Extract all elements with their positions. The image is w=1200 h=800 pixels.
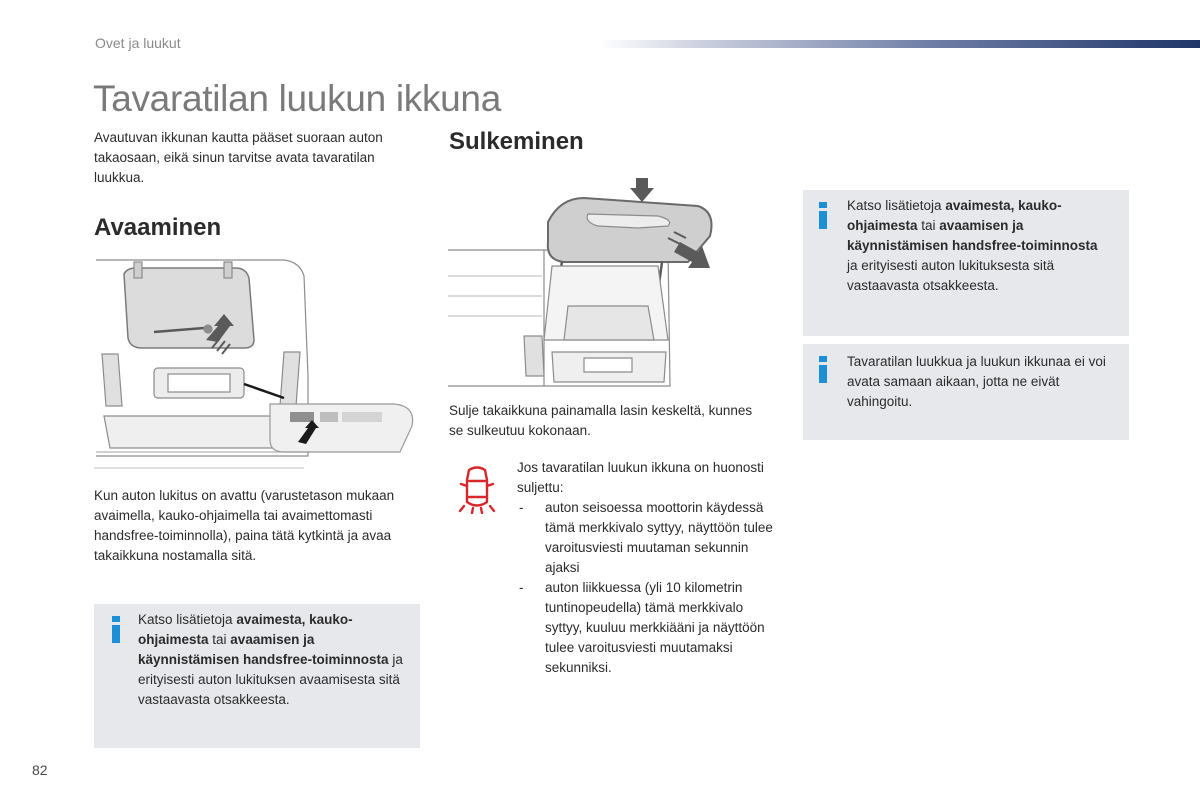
warning-item: - auton seisoessa moottorin käydessä tämä merkkivalo syttyy, näyttöön tulee varoitusviesti muutaman sekunnin ajaksi [517, 498, 779, 578]
info-icon [819, 356, 827, 382]
right-info-text-2: Tavaratilan luukkua ja luukun ikkunaa ei voi avata samaan aikaan, jotta ne eivät vahingoitu. [847, 354, 1106, 409]
warning-intro: Jos tavaratilan luukun ikkuna on huonosti suljettu: [517, 460, 764, 495]
header-bar [600, 40, 1200, 48]
closing-heading: Sulkeminen [449, 128, 584, 155]
info-icon [112, 616, 120, 642]
warning-item: - auton liikkuessa (yli 10 kilometrin tuntinopeudella) tämä merkkivalo syttyy, kuuluu merkkiääni ja näyttöön tulee varoitusviesti muutamaksi sekunniksi. [517, 578, 779, 678]
right-info-text-1: Katso lisätietoja avaimesta, kauko-ohjaimesta tai avaamisen ja käynnistämisen handsfree-toiminnosta ja erityisesti auton lukituksesta sitä vastaavasta otsakkeesta. [847, 198, 1098, 293]
closing-body: Sulje takaikkuna painamalla lasin keskeltä, kunnes se sulkeutuu kokonaan. [449, 403, 753, 438]
opening-illustration [94, 256, 420, 476]
opening-body: Kun auton lukitus on avattu (varustetason mukaan avaimella, kauko-ohjaimella tai avaimettomasti handsfree-toiminnolla), paina tätä kytkintä ja avaa takaikkuna nostamalla sitä. [94, 488, 395, 563]
info-icon [819, 202, 827, 228]
page-number: 82 [32, 762, 48, 778]
right-info-box-1 [803, 190, 1129, 336]
intro-text: Avautuvan ikkunan kautta pääset suoraan auton takaosaan, eikä sinun tarvitse avata tavaratilan luukkua. [94, 130, 383, 185]
opening-heading: Avaaminen [94, 214, 222, 241]
warning-list [517, 498, 779, 678]
right-info-box-2 [803, 344, 1129, 440]
trunk-open-warning-icon [456, 464, 498, 514]
opening-info-text: Katso lisätietoja avaimesta, kauko-ohjaimesta tai avaamisen ja käynnistämisen handsfree-toiminnosta ja erityisesti auton lukituksen avaamisesta sitä vastaavasta otsakkeesta. [138, 612, 403, 707]
section-tag: Ovet ja luukut [95, 35, 181, 51]
opening-info-box [94, 604, 420, 748]
page-title: Tavaratilan luukun ikkuna [93, 78, 501, 119]
closing-illustration [448, 176, 778, 390]
